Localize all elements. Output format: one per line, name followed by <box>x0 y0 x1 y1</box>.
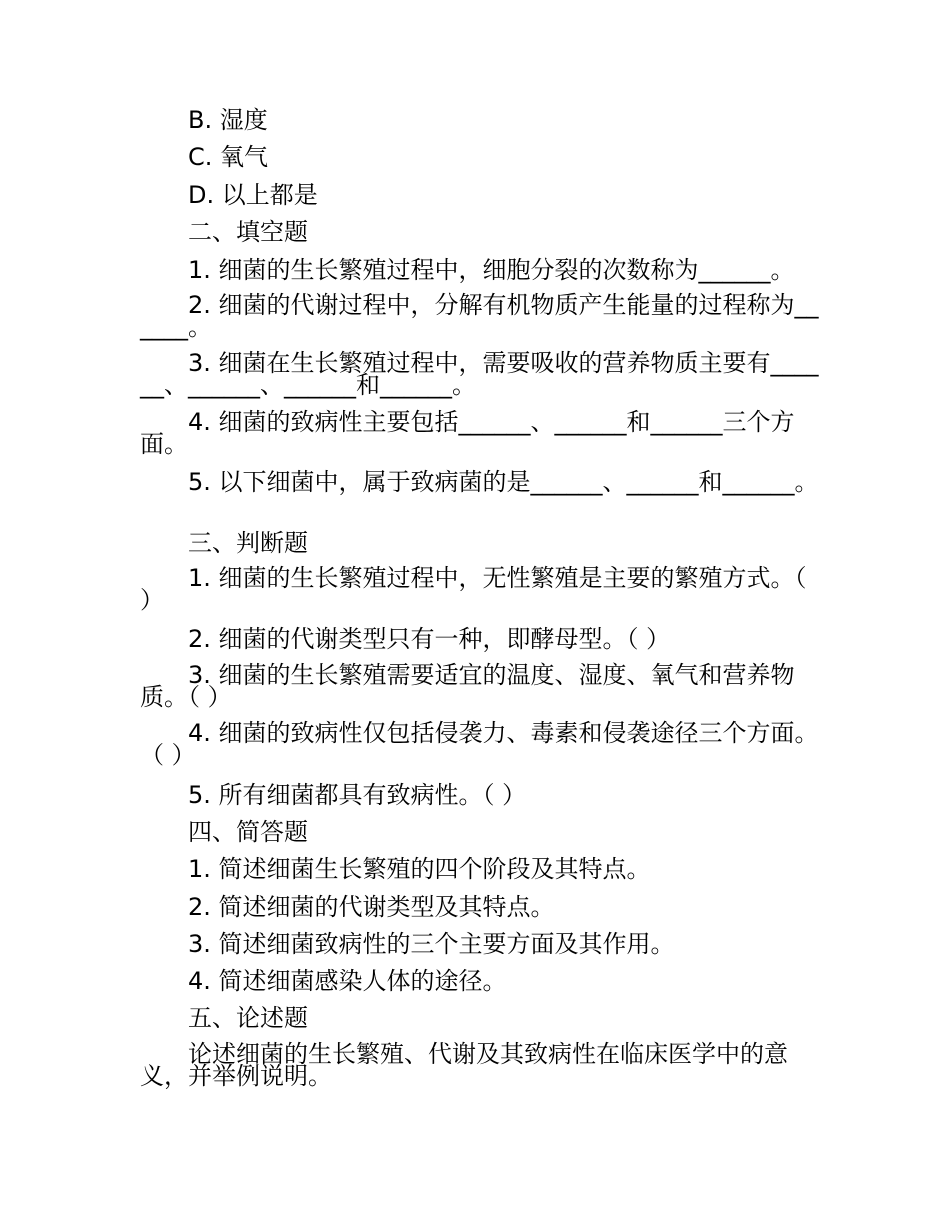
option-c: C. 氧气 <box>188 143 269 171</box>
essay-question: 论述细菌的生长繁殖、代谢及其致病性在临床医学中的意义，并举例说明。 <box>140 1040 788 1090</box>
short-question-1: 1. 简述细菌生长繁殖的四个阶段及其特点。 <box>188 855 651 883</box>
section-heading-essay: 五、论述题 <box>188 1004 308 1032</box>
option-b: B. 湿度 <box>188 106 268 134</box>
short-question-2: 2. 简述细菌的代谢类型及其特点。 <box>188 893 555 921</box>
fill-question-1: 1. 细菌的生长繁殖过程中，细胞分裂的次数称为______。 <box>188 256 795 284</box>
tf-question-4: 4. 细菌的致病性仅包括侵袭力、毒素和侵袭途径三个方面。（ ） <box>140 719 819 769</box>
short-question-4: 4. 简述细菌感染人体的途径。 <box>188 967 507 995</box>
fill-question-2: 2. 细菌的代谢过程中，分解有机物质产生能量的过程称为______。 <box>140 291 819 341</box>
tf-question-2: 2. 细菌的代谢类型只有一种，即酵母型。（ ） <box>188 625 671 653</box>
tf-question-1: 1. 细菌的生长繁殖过程中，无性繁殖是主要的繁殖方式。（ ） <box>140 564 815 614</box>
fill-question-4: 4. 细菌的致病性主要包括______、______和______三个方面。 <box>140 408 795 458</box>
fill-question-3: 3. 细菌在生长繁殖过程中，需要吸收的营养物质主要有______、______、______和______。 <box>140 349 819 399</box>
section-heading-fill-in: 二、填空题 <box>188 218 308 246</box>
tf-question-5: 5. 所有细菌都具有致病性。（ ） <box>188 781 527 809</box>
option-d: D. 以上都是 <box>188 181 318 209</box>
fill-question-5: 5. 以下细菌中，属于致病菌的是______、______和______。 <box>188 468 819 496</box>
tf-question-3: 3. 细菌的生长繁殖需要适宜的温度、湿度、氧气和营养物质。（ ） <box>140 661 795 711</box>
short-question-3: 3. 简述细菌致病性的三个主要方面及其作用。 <box>188 930 675 958</box>
section-heading-short-answer: 四、简答题 <box>188 818 308 846</box>
section-heading-true-false: 三、判断题 <box>188 529 308 557</box>
